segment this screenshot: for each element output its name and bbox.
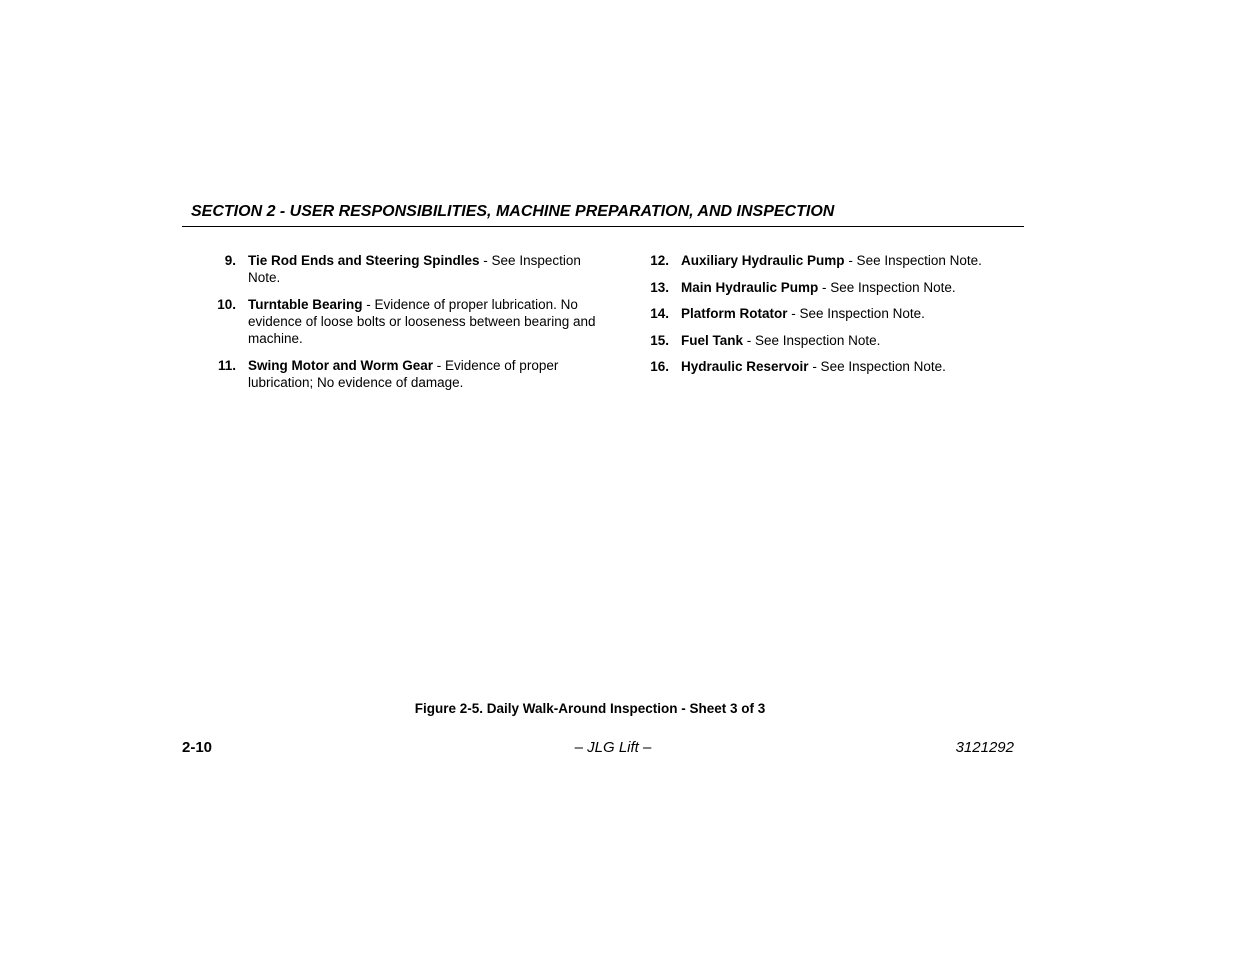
list-item xyxy=(210,252,600,286)
item-number: 15. xyxy=(650,332,669,348)
item-term: Fuel Tank xyxy=(681,332,744,348)
document-number: 3121292 xyxy=(955,739,1014,756)
item-term: Tie Rod Ends and Steering Spindles xyxy=(248,253,480,268)
item-term: Turntable Bearing xyxy=(248,297,363,312)
item-description: - Evidence of proper lubrication. No evidence of loose bolts or looseness between bearing and machine. xyxy=(248,297,596,346)
figure-caption: Figure 2-5. Daily Walk-Around Inspection - Sheet 3 of 3 xyxy=(414,701,766,716)
footer-publisher: – JLG Lift – xyxy=(574,739,652,756)
item-term: Platform Rotator xyxy=(681,306,788,321)
item-description: - See Inspection Note. xyxy=(787,306,925,321)
list-item xyxy=(643,305,1023,322)
item-term: Main Hydraulic Pump xyxy=(681,279,819,295)
item-description: - Evidence of proper lubrication; No evidence of damage. xyxy=(248,358,559,390)
item-term: Hydraulic Reservoir xyxy=(681,359,809,374)
item-number: 11. xyxy=(217,358,236,373)
inspection-list-left xyxy=(210,252,600,401)
item-description: - See Inspection Note. xyxy=(808,359,946,374)
item-description: - See Inspection Note. xyxy=(248,253,581,285)
list-item xyxy=(210,296,600,347)
item-number: 13. xyxy=(650,279,669,295)
page-number: 2-10 xyxy=(182,739,213,756)
inspection-list-right xyxy=(643,252,1023,385)
section-header xyxy=(182,201,1024,227)
item-number: 14. xyxy=(650,306,669,321)
item-description: - See Inspection Note. xyxy=(818,279,956,295)
item-term: Auxiliary Hydraulic Pump xyxy=(681,253,845,268)
list-item xyxy=(643,252,1023,269)
item-number: 16. xyxy=(650,359,669,374)
list-item xyxy=(643,332,1023,349)
section-title: SECTION 2 - USER RESPONSIBILITIES, MACHINE PREPARATION, AND INSPECTION xyxy=(191,203,835,220)
item-description: - See Inspection Note. xyxy=(743,332,881,348)
list-item xyxy=(210,357,600,391)
item-number: 12. xyxy=(650,253,669,268)
item-number: 10. xyxy=(217,297,236,312)
item-description: - See Inspection Note. xyxy=(844,253,982,268)
list-item xyxy=(643,358,1023,375)
item-term: Swing Motor and Worm Gear xyxy=(248,358,434,373)
list-item xyxy=(643,279,1023,296)
item-number: 9. xyxy=(224,253,236,268)
